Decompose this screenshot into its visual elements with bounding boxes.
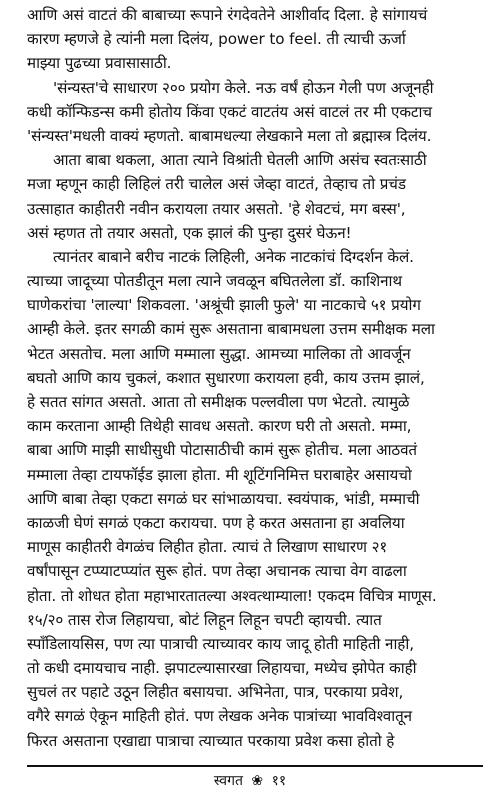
text-line: फिरत असताना एखाद्या पात्राचा त्याच्यात परकाया प्रवेश कसा होतो हे [27, 731, 395, 750]
text-line: 'संन्यस्त'मधली वाक्यं म्हणतो. बाबामधल्या लेखकाने मला तो ब्रह्मास्त्र दिलंय. [27, 126, 432, 145]
text-line: माणूस काहीतरी वेगळंच लिहीत होता. त्याचं ते लिखाण साधारण २१ [27, 538, 388, 557]
text-line: तो कधी दमायचाच नाही. झपाटल्यासारखा लिहायचा, मध्येच झोपेत काही [27, 659, 417, 678]
text-line: काळजी घेणं सगळं एकटा करायचा. पण हे करत असताना हा अवलिया [27, 513, 405, 532]
text-line: माझ्या पुढच्या प्रवासासाठी. [27, 54, 172, 73]
text-line: बाबा आणि माझी साधीसुधी पोटासाठीची कामं सुरू होतीच. मला आठवतं [27, 441, 417, 460]
flower-ornament-icon: ❀ [251, 773, 264, 789]
text-line: सुचलं तर पहाटे उठून लिहीत बसायचा. अभिनेता, पात्र, परकाया प्रवेश, [27, 683, 404, 702]
text-line: स्पॉंडिलायसिस, पण त्या पात्राची त्याच्यावर काय जादू होती माहिती नाही, [27, 634, 414, 653]
running-title: स्वगत [213, 773, 243, 789]
text-line: आणि असं वाटतं की बाबाच्या रूपाने रंगदेवतेने आशीर्वाद दिला. हे सांगायचं [27, 6, 428, 24]
text-line: मम्माला तेव्हा टायफॉईड झाला होता. मी शूटिंगनिमित्त घराबाहेर असायचो [27, 465, 412, 484]
text-line: भेटत असतोच. मला आणि मम्माला सुद्धा. आमच्या मालिका तो आवर्जून [27, 344, 411, 363]
text-line: कारण म्हणजे हे त्यांनी मला दिलंय, power to feel. ती त्याची ऊर्जा [27, 30, 406, 49]
text-line: वगैरे सगळं ऐकून माहिती होतं. पण लेखक अनेक पात्रांच्या भावविश्वातून [27, 707, 412, 726]
text-line: वर्षांपासून टप्प्याटप्प्यांत सुरू होतं. पण तेव्हा अचानक त्याचा वेग वाढला [27, 562, 407, 581]
paragraph-start-line: आता बाबा थकला, आता त्याने विश्रांती घेतली आणि असंच स्वतःसाठी [53, 151, 427, 170]
footer-rule [27, 765, 483, 767]
text-line: काम करताना आम्ही तिथेही सावध असतो. कारण घरी तो असतो. मम्मा, [27, 417, 412, 436]
body-text [27, 3, 483, 753]
text-line: आणि बाबा तेव्हा एकटा सगळं घर सांभाळायचा. स्वयंपाक, भांडी, मम्माची [27, 489, 420, 508]
text-line: कधी कॉन्फिडन्स कमी होतोय किंवा एकटं वाटतंय असं वाटलं तर मी एकटाच [27, 102, 432, 121]
text-line: आम्ही केले. इतर सगळी कामं सुरू असताना बाबामधला उत्तम समीक्षक मला [27, 320, 435, 339]
page-footer [0, 771, 500, 791]
text-line: होता. तो शोधत होता महाभारतातल्या अश्वत्थाम्याला! एकदम विचित्र माणूस. [27, 586, 437, 605]
text-line: घाणेकरांचा 'लाल्या' शिकवला. 'अश्रूंची झाली फुले' या नाटकाचे ५१ प्रयोग [27, 296, 421, 315]
text-line: मजा म्हणून काही लिहिलं तरी चालेल असं जेव्हा वाटतं, तेव्हाच तो प्रचंड [27, 175, 406, 194]
text-line: हे सतत सांगत असतो. आता तो समीक्षक पल्लवीला पण भेटतो. त्यामुळे [27, 393, 410, 411]
paragraph-start-line: त्यानंतर बाबाने बरीच नाटकं लिहिली, अनेक नाटकांचं दिग्दर्शन केलं. [53, 247, 414, 266]
text-line: त्याच्या जादूच्या पोतडीतून मला त्याने जवळून बघितलेला डॉ. काशिनाथ [27, 272, 402, 291]
text-line: बघतो आणि काय चुकलं, कशात सुधारणा करायला हवी, काय उत्तम झालं, [27, 368, 425, 387]
page-number: ११ [271, 773, 287, 789]
text-line: उत्साहात काहीतरी नवीन करायला तयार असतो. 'हे शेवटचं, मग बस्स', [27, 199, 406, 218]
paragraph-start-line: 'संन्यस्त'चे साधारण २०० प्रयोग केले. नऊ वर्षं होऊन गेली पण अजूनही [53, 78, 434, 97]
text-line: असं म्हणत तो तयार असतो, एक झालं की पुन्हा दुसरं घेऊन! [27, 223, 352, 242]
text-line: १५/२० तास रोज लिहायचा, बोटं लिहून लिहून चपटी व्हायची. त्यात [27, 610, 382, 629]
